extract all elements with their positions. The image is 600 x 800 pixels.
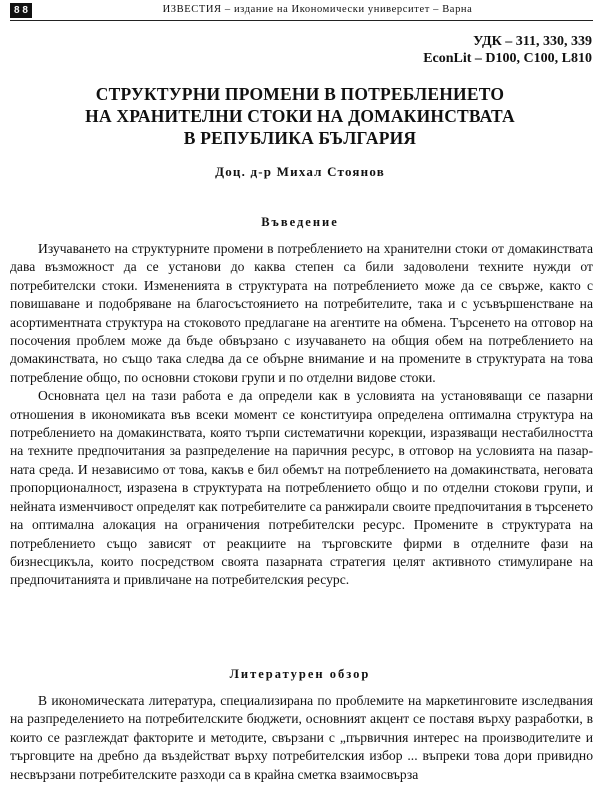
section-heading-introduction: Въведение bbox=[261, 215, 339, 229]
paragraph: Изучаването на структурните промени в потреблението на хранителни стоки от домакинствата дава възможност да се установи до каква степен са били задоволени техните нужди от потребителски стоки. Измененията в структурата на потреблението може да се свърже, както с повишаване и подобряване на благосъстоянието на потребителите, така и с усъвършенстване на асортиментната структура на стоковото предлагане на агентите на обмена. Търсенето на отговор на посочения проблем може да бъде обвързано с изучаването на общия обем на потреблението на домакинствата, но също така следва да се обърне внимание и на промените в структурата на това потребление общо, по основни стокови групи и по отделни видове стоки. bbox=[10, 241, 593, 385]
article-title bbox=[30, 83, 570, 149]
introduction-body bbox=[10, 240, 593, 590]
section-heading-literature-review: Литературен обзор bbox=[229, 667, 371, 681]
page-number: 8 8 bbox=[10, 3, 32, 18]
classification-codes bbox=[423, 33, 592, 67]
paragraph: В икономическата литература, специализирана по проблемите на маркетинговите изследвания на разпределението на потребителските бюджети, основният акцент се поставя върху разработки, в които се разглеждат факторите и методите, свързани с „първичния интерес на производителите и търговците на дребно да въздействат върху потребителския избор ... въпреки това дори привидно несвързани потребителските разходи са в крайна сметка взаимосвърза bbox=[10, 693, 593, 782]
title-line: СТРУКТУРНИ ПРОМЕНИ В ПОТРЕБЛЕНИЕТО bbox=[95, 84, 505, 104]
econlit-code: EconLit – D100, C100, L810 bbox=[423, 51, 592, 66]
paragraph: Основната цел на тази работа е да определи как в условията на установяващи се пазарни отношения в икономиката във всеки момент се конституира определена оптимална структура на потреблението на домакинствата, която търпи систематични корекции, изразяващи нестабилността на техните предпочитания за разпределение на паричния ресурс, в отговор на условията на пазарната среда. И независимо от това, какъв е бил обемът на потреблението на домакинствата, неговата пропорционалност, изразена в структурата на потреблението общо и по отделни стокови групи, и нейната изменчивост определят как потребителите са ранжирали своите предпочитания в търсенето на оптимална алокация на ограничения потребителски ресурс. Промените в структурата на потреблението също зависят от реакциите на търговските фирми в отделните фази на бизнесцикъла, които посредством своята пазарната стратегия целят активното стимулиране на предпочитанията и привличане на потребителския ресурс. bbox=[10, 388, 593, 588]
literature-review-body bbox=[10, 692, 593, 784]
udk-code: УДК – 311, 330, 339 bbox=[473, 34, 592, 49]
running-header bbox=[10, 3, 593, 21]
title-line: В РЕПУБЛИКА БЪЛГАРИЯ bbox=[183, 128, 417, 148]
title-line: НА ХРАНИТЕЛНИ СТОКИ НА ДОМАКИНСТВАТА bbox=[85, 106, 515, 126]
author-name: Доц. д-р Михал Стоянов bbox=[215, 164, 385, 179]
journal-name: ИЗВЕСТИЯ – издание на Икономически университет – Варна bbox=[162, 4, 473, 15]
